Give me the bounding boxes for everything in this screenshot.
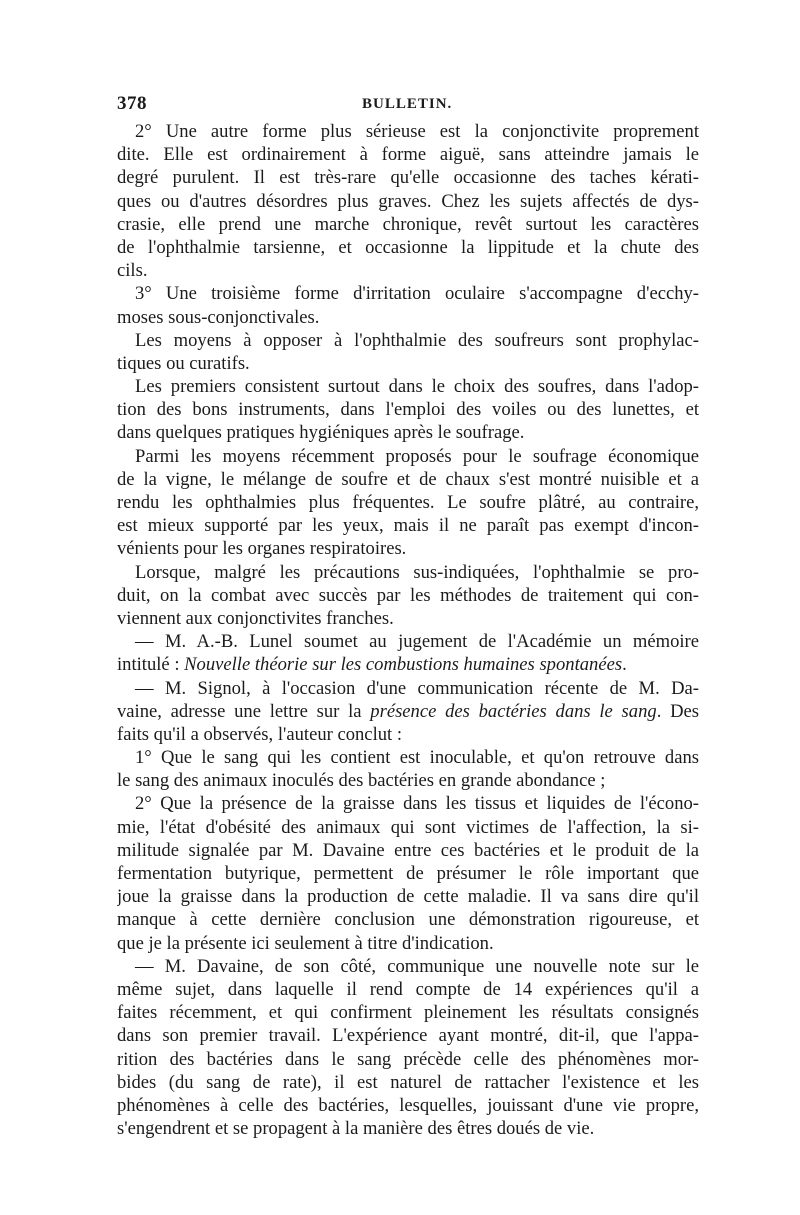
text-line: crasie, elle prend une marche chronique, revêt surtout les caractères	[117, 213, 699, 235]
text-line: faites récemment, et qui confirment pleinement les résultats consignés	[117, 1002, 699, 1024]
paragraph-lunel	[117, 630, 699, 653]
text-line: phénomènes à celle des bactéries, lesquelles, jouissant d'une vie propre,	[117, 1094, 699, 1116]
paragraph-soufrage	[117, 445, 699, 561]
paragraph-traitement	[117, 561, 699, 631]
text-line: militude signalée par M. Davaine entre ces bactéries et le produit de la	[117, 839, 699, 861]
text-line: Lorsque, malgré les précautions sus-indiquées, l'ophthalmie se pro-	[135, 561, 699, 583]
text-line: — M. Signol, à l'occasion d'une communication récente de M. Da-	[135, 677, 699, 699]
text-run: .	[622, 654, 627, 676]
text-line: ques ou d'autres désordres plus graves. Chez les sujets affectés de dys-	[117, 190, 699, 212]
text-line: Les moyens à opposer à l'ophthalmie des soufreurs sont prophylac-	[135, 329, 699, 351]
text-line: Les premiers consistent surtout dans le choix des soufres, dans l'adop-	[135, 376, 699, 398]
text-line: dans son premier travail. L'expérience ayant montré, dit-il, que l'appa-	[117, 1025, 699, 1047]
text-line: rendu les ophthalmies plus fréquentes. Le soufre plâtré, au contraire,	[117, 492, 699, 513]
text-line: tiques ou curatifs.	[117, 352, 250, 374]
paragraph-davaine	[117, 955, 699, 1141]
text-line: 3° Une troisième forme d'irritation oculaire s'accompagne d'ecchy-	[135, 283, 699, 305]
text-line	[117, 700, 699, 723]
paragraph-moyens	[117, 329, 699, 375]
text-line: tion des bons instruments, dans l'emploi des voiles ou des lunettes, et	[117, 399, 699, 421]
text-line: rition des bactéries dans le sang précède celle des phénomènes mor-	[117, 1048, 699, 1070]
text-run: vaine, adresse une lettre sur la	[117, 700, 371, 722]
text-line: bides (du sang de rate), il est naturel de rattacher l'existence et les	[117, 1071, 699, 1093]
book-page	[117, 92, 699, 1140]
text-line: moses sous-conjonctivales.	[117, 306, 320, 328]
text-line	[117, 653, 699, 676]
text-line: de la vigne, le mélange de soufre et de chaux s'est montré nuisible et a	[117, 468, 699, 490]
paragraph-signol	[117, 677, 699, 700]
memoir-title: Nouvelle théorie sur les combustions humaines spontanées	[184, 654, 623, 676]
running-head	[117, 92, 699, 118]
text-line: dite. Elle est ordinairement à forme aiguë, sans atteindre jamais le	[117, 144, 699, 166]
text-line: cils.	[117, 260, 148, 282]
text-line: le sang des animaux inoculés des bactéries en grande abondance ;	[117, 770, 606, 792]
text-line: manque à cette dernière conclusion une démonstration rigoureuse, et	[117, 909, 699, 931]
text-line: 2° Que la présence de la graisse dans les tissus et liquides de l'écono-	[135, 793, 699, 815]
paragraph-premiers	[117, 375, 699, 445]
paragraph-signol-letter	[117, 700, 699, 723]
text-line: faits qu'il a observés, l'auteur conclut :	[117, 723, 403, 745]
text-line: — M. A.-B. Lunel soumet au jugement de l'Académie un mémoire	[135, 631, 699, 653]
text-line: de l'ophthalmie tarsienne, et occasionne la lippitude et la chute des	[117, 236, 699, 258]
page-number: 378	[117, 93, 147, 114]
text-line: 1° Que le sang qui les contient est inoculable, et qu'on retrouve dans	[135, 747, 699, 769]
text-line: Parmi les moyens récemment proposés pour le soufrage économique	[135, 445, 699, 467]
text-line: fermentation butyrique, permettent de présumer le rôle important que	[117, 863, 699, 884]
paragraph-ecchymoses	[117, 282, 699, 328]
text-line: 2° Une autre forme plus sérieuse est la conjonctivite proprement	[135, 121, 699, 142]
text-line: viennent aux conjonctivites franches.	[117, 607, 394, 629]
paragraph-conclusion-2	[117, 792, 699, 954]
paragraph-conjonctivite	[117, 120, 699, 282]
text-line: vénients pour les organes respiratoires.	[117, 538, 407, 560]
text-line: que je la présente ici seulement à titre d'indication.	[117, 932, 494, 954]
paragraph-signol-conclusion	[117, 723, 699, 746]
running-title: BULLETIN.	[362, 96, 453, 112]
text-line: même sujet, dans laquelle il rend compte de 14 expériences qu'il a	[117, 978, 699, 1000]
text-line: — M. Davaine, de son côté, communique une nouvelle note sur le	[135, 955, 699, 977]
text-line: duit, on la combat avec succès par les méthodes de traitement qui con-	[117, 584, 699, 606]
text-run: intitulé :	[117, 654, 185, 676]
text-line: est mieux supporté par les yeux, mais il ne paraît pas exempt d'incon-	[117, 515, 699, 537]
text-line: degré purulent. Il est très-rare qu'elle occasionne des taches kérati-	[117, 167, 699, 189]
text-run: . Des	[656, 700, 699, 722]
text-line: mie, l'état d'obésité des animaux qui sont victimes de l'affection, la si-	[117, 816, 699, 838]
paragraph-conclusion-1	[117, 746, 699, 792]
letter-title: présence des bactéries dans le sang	[370, 700, 657, 722]
text-line: joue la graisse dans la production de cette maladie. Il va sans dire qu'il	[117, 886, 699, 908]
text-line: dans quelques pratiques hygiéniques après le soufrage.	[117, 422, 525, 444]
paragraph-lunel-title	[117, 653, 699, 676]
text-line: s'engendrent et se propagent à la manière des êtres doués de vie.	[117, 1118, 595, 1140]
